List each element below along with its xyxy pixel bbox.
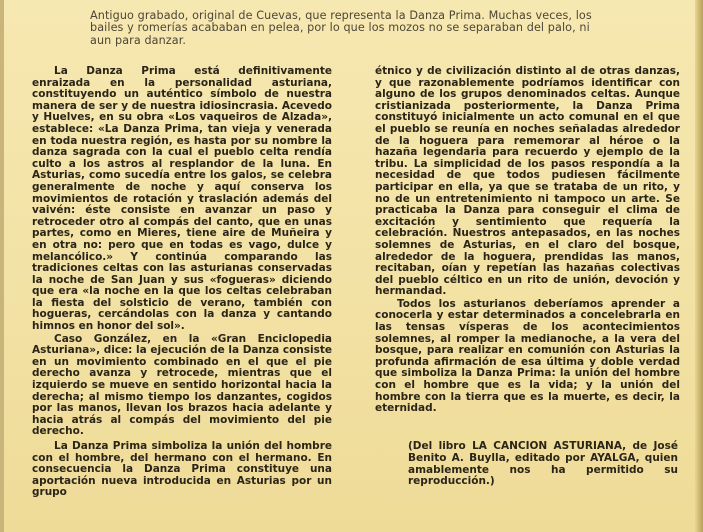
- article-paragraph: La Danza Prima simboliza la unión del hombre con el hombre, del hermano con el hermano. En consecuencia la Danza Prima constituye una aportación nueva introducida en Asturias por un grupo: [32, 440, 332, 499]
- page-left-edge: [0, 0, 4, 532]
- article-paragraph: Caso González, en la «Gran Enciclopedia Asturiana», dice: la ejecución de la Danza consiste en un movimiento combinado en el que el pie derecho avanza y retrocede, mientras que el izquierdo se mueve en sentido horizontal hacia la derecha; al mismo tiempo los danzantes, cogidos por las manos, llevan los brazos hacia adelante y hacia atrás al compás del movimiento del pie derecho.: [32, 332, 332, 438]
- article-paragraph: étnico y de civilización distinto al de otras danzas, y que razonablemente podríamos identificar con alguno de los grupos denominados celtas. Aunque cristianizada posteriormente, la Danza Prima constituyó inicialmente un acto comunal en el que el pueblo se reunía en noches señaladas alrededor de la hoguera para rememorar al héroe o la hazaña legendaria para recuerdo y ejemplo de la tribu. La simplicidad de los pasos respondía a la necesidad de que todos pudiesen fácilmente participar en ella, ya que se trataba de un rito, y no de un entretenimiento ni tampoco un arte. Se practicaba la Danza para conseguir el clima de excitación y sentimiento que requería la celebración. Nuestros antepasados, en las noches solemnes de Asturias, en el claro del bosque, alrededor de la hoguera, prendidas las manos, recitaban, oían y repetían las hazañas colectivas del pueblo céltico en un rito de unión, devoción y hermandad.: [375, 65, 680, 298]
- article-paragraph: La Danza Prima está definitivamente enraizada en la personalidad asturiana, constituyendo un auténtico símbolo de nuestra manera de ser y de nuestra idiosincrasia. Acevedo y Huelves, en su obra «Los vaqueiros de Alzada», establece: «La Danza Prima, tan vieja y venerada en toda nuestra región, es hasta por su nombre la danza sagrada con la cual el pueblo celta rendía culto a los astros al resplandor de la luna. En Asturias, como sucedía entre los galos, se celebra generalmente de noche y aquí conserva los movimientos de rotación y traslación además del vaivén: éste consiste en avanzar un paso y retroceder otro al compás del canto, que en unas partes, como en Mieres, tiene aire de Muñeira y en otra no: pero que en todas es vago, dulce y melancólico.» Y continúa comparando las tradiciones celtas con las asturianas conservadas la noche de San Juan y sus «fogueras» diciendo que era «la noche en la que los celtas celebraban la fiesta del solsticio de verano, también con hogueras, cercándolas con la danza y cantando himnos en honor del sol».: [32, 65, 332, 333]
- image-caption: Antiguo grabado, original de Cuevas, que representa la Danza Prima. Muchas veces, los bailes y romerías acababan en pelea, por lo que los mozos no se separaban del palo, ni aun para danzar.: [90, 9, 592, 47]
- source-credit-text: (Del libro LA CANCION ASTURIANA, de José Benito A. Buylla, editado por AYALGA, quien amablemente nos ha permitido su reproducción.): [408, 440, 678, 488]
- page-right-edge: [695, 0, 703, 532]
- article-left-column: [32, 66, 332, 500]
- source-credit: [386, 441, 678, 488]
- article-paragraph: Todos los asturianos deberíamos aprender a conocerla y estar determinados a concelebrarla en las tensas vísperas de los acontecimientos solemnes, al romper la medianoche, a la vera del bosque, para realizar en comunión con Asturias la profunda afirmación de esa última y doble verdad que simboliza la Danza Prima: la unión del hombre con el hombre que es la vida; y la unión del hombre con la tierra que es la muerte, es decir, la eternidad.: [375, 297, 680, 415]
- article-right-column: [375, 66, 680, 416]
